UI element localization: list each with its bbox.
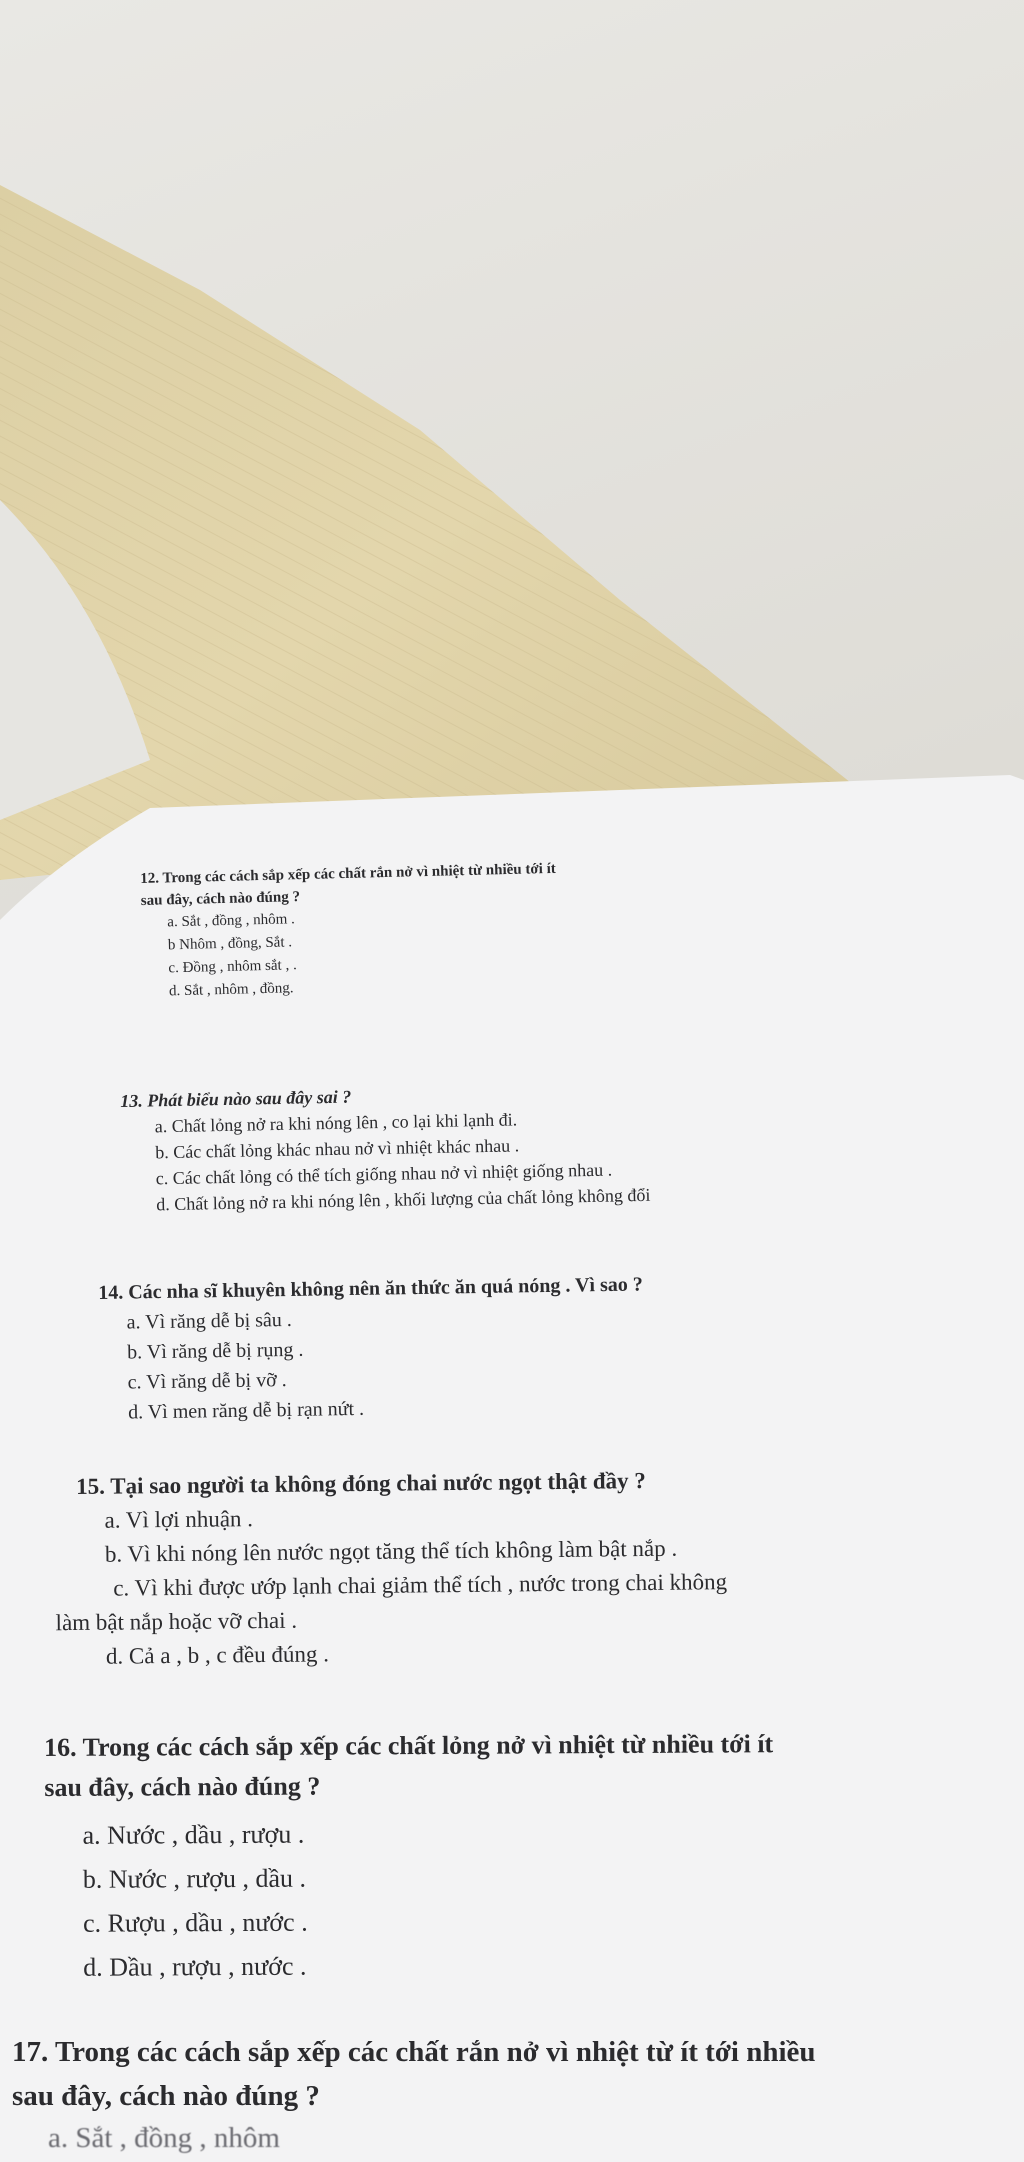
question-12-option-c: c. Đồng , nhôm sắt , . xyxy=(168,957,297,977)
question-13-option-b: b. Các chất lỏng khác nhau nở vì nhiệt khác nhau . xyxy=(155,1135,520,1163)
question-14 xyxy=(98,1269,645,1428)
question-12-title-line2: sau đây, cách nào đúng ? xyxy=(140,889,301,909)
question-17-title-line2: sau đây, cách nào đúng ? xyxy=(12,2080,320,2112)
question-16-option-d: d. Dầu , rượu , nước . xyxy=(83,1951,307,1982)
question-16-option-a: a. Nước , dầu , rượu . xyxy=(82,1819,305,1850)
question-13 xyxy=(120,1078,651,1218)
question-17-title-line1: 17. Trong các cách sắp xếp các chất rắn nở vì nhiệt từ ít tới nhiều xyxy=(12,2036,816,2068)
question-16 xyxy=(44,1724,774,1990)
question-12-option-d: d. Sắt , nhôm , đồng. xyxy=(168,980,294,1000)
question-14-option-c: c. Vì răng dễ bị vỡ . xyxy=(127,1369,287,1394)
question-17-option-a-partial: a. Sắt , đồng , nhôm xyxy=(48,2122,280,2154)
question-12 xyxy=(140,858,559,1004)
question-14-option-a: a. Vì răng dễ bị sâu . xyxy=(126,1308,293,1334)
question-12-option-a: a. Sắt , đồng , nhôm . xyxy=(167,911,295,931)
question-13-option-c: c. Các chất lỏng có thể tích giống nhau nở vì nhiệt giống nhau . xyxy=(155,1159,613,1189)
question-15-option-c: c. Vì khi được ướp lạnh chai giảm thể tích , nước trong chai không xyxy=(113,1569,728,1601)
question-16-title-line1: 16. Trong các cách sắp xếp các chất lỏng nở vì nhiệt từ nhiều tới ít xyxy=(44,1729,774,1762)
question-15-title: 15. Tại sao người ta không đóng chai nước ngọt thật đầy ? xyxy=(76,1468,646,1499)
question-14-option-b: b. Vì răng dễ bị rụng . xyxy=(127,1338,304,1364)
question-12-title-line1: 12. Trong các cách sắp xếp các chất rắn nở vì nhiệt từ nhiều tới ít xyxy=(140,860,556,887)
question-15 xyxy=(55,1463,728,1674)
question-15-option-d: d. Cả a , b , c đều đúng . xyxy=(105,1641,330,1669)
question-16-title-line2: sau đây, cách nào đúng ? xyxy=(44,1771,321,1802)
question-16-option-c: c. Rượu , dầu , nước . xyxy=(82,1907,308,1938)
question-15-option-b: b. Vì khi nóng lên nước ngọt tăng thể tích không làm bật nắp . xyxy=(104,1535,678,1567)
question-17 xyxy=(12,2030,816,2158)
question-16-option-b: b. Nước , rượu , dầu . xyxy=(82,1863,307,1894)
question-14-title: 14. Các nha sĩ khuyên không nên ăn thức ăn quá nóng . Vì sao ? xyxy=(98,1273,643,1304)
question-15-option-c-continued: làm bật nắp hoặc vỡ chai . xyxy=(55,1607,298,1636)
question-13-option-a: a. Chất lỏng nở ra khi nóng lên , co lại khi lạnh đi. xyxy=(154,1109,518,1137)
question-13-option-d: d. Chất lỏng nở ra khi nóng lên , khối lượng của chất lỏng không đổi xyxy=(156,1184,651,1215)
question-12-option-b: b Nhôm , đồng, Sắt . xyxy=(167,934,293,954)
question-13-title: 13. Phát biểu nào sau đây sai ? xyxy=(120,1086,352,1111)
question-14-option-d: d. Vì men răng dễ bị rạn nứt . xyxy=(127,1397,365,1424)
question-15-option-a: a. Vì lợi nhuận . xyxy=(104,1506,254,1533)
